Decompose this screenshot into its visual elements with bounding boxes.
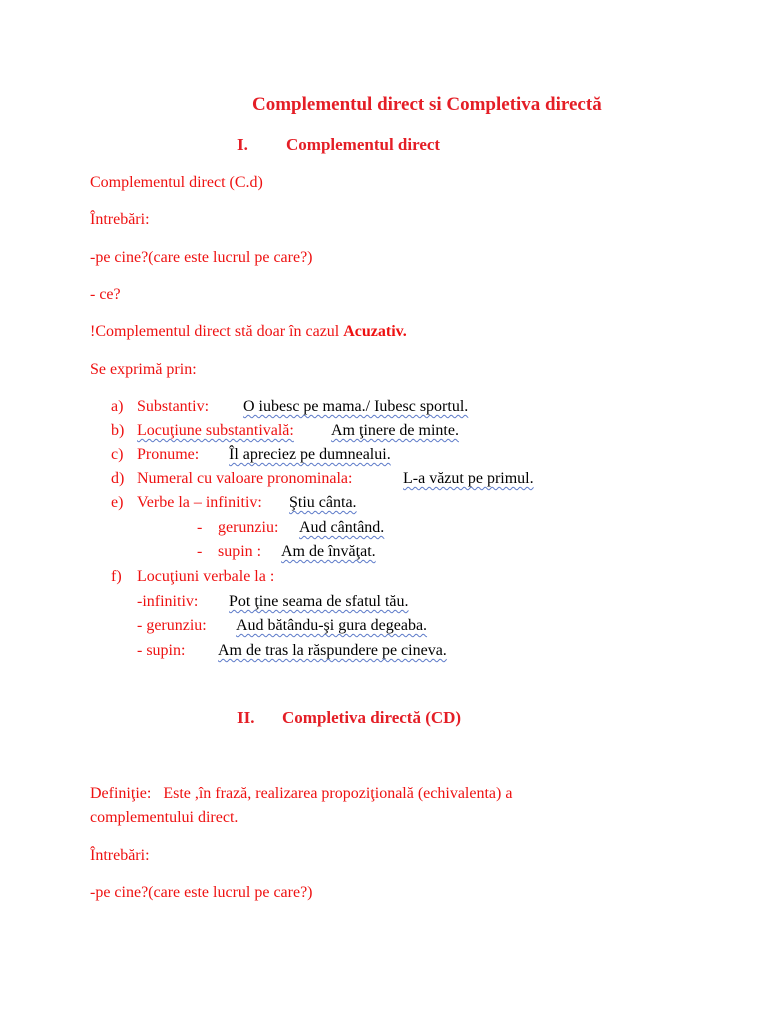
list-label-e: Verbe la – infinitiv:: [137, 494, 262, 511]
list-example-a: O iubesc pe mama./ Iubesc sportul.: [243, 398, 469, 415]
list-label-b: Locuţiune substantivală:: [137, 422, 294, 439]
question-3: -pe cine?(care este lucrul pe care?): [90, 884, 313, 901]
definition-label: Definiţie:: [90, 785, 152, 802]
verbal-gerund-label: - gerunziu:: [137, 617, 207, 634]
expressed-by-label: Se exprimă prin:: [90, 361, 197, 378]
case-note: [90, 322, 407, 342]
list-example-e: Ştiu cânta.: [289, 494, 357, 511]
verbal-supine-label: - supin:: [137, 642, 186, 659]
question-2: - ce?: [90, 286, 121, 303]
list-label-d: Numeral cu valoare pronominala:: [137, 470, 353, 487]
sublist-example-supine: Am de învăţat.: [281, 543, 376, 560]
section-2-heading: Completiva directă (CD): [282, 708, 462, 727]
definition-line-2: complementului direct.: [90, 809, 239, 826]
section-2-number: II.: [237, 708, 255, 727]
sublist-marker-gerund: -: [197, 519, 203, 536]
list-example-c: Îl apreciez pe dumnealui.: [229, 446, 391, 463]
section-1-heading: Complementul direct: [286, 135, 441, 154]
case-note-bold: Acuzativ.: [343, 323, 407, 340]
list-label-a: Substantiv:: [137, 398, 210, 415]
verbal-infinitive-example: Pot ţine seama de sfatul tău.: [229, 593, 409, 610]
definition-text-1: Este ,în frază, realizarea propoziţională (echivalenta) a: [163, 785, 513, 802]
cd-abbrev-line: Complementul direct (C.d): [90, 174, 263, 191]
list-marker-c: c): [111, 446, 124, 463]
section-1-number: I.: [237, 135, 248, 154]
list-marker-b: b): [111, 422, 125, 439]
definition-line-1: [90, 784, 512, 804]
questions-label-2: Întrebări:: [90, 847, 150, 864]
verbal-infinitive-label: -infinitiv:: [137, 593, 199, 610]
list-marker-e: e): [111, 494, 124, 511]
verbal-gerund-example: Aud bătându-şi gura degeaba.: [236, 617, 428, 634]
list-marker-f: f): [111, 568, 122, 585]
sublist-example-gerund: Aud cântând.: [299, 519, 385, 536]
questions-label: Întrebări:: [90, 211, 150, 228]
list-example-d: L-a văzut pe primul.: [403, 470, 534, 487]
list-marker-d: d): [111, 470, 125, 487]
list-example-b: Am ţinere de minte.: [331, 422, 459, 439]
sublist-label-supine: supin :: [218, 543, 262, 560]
question-1: -pe cine?(care este lucrul pe care?): [90, 249, 313, 266]
sublist-marker-supine: -: [197, 543, 203, 560]
list-label-c: Pronume:: [137, 446, 200, 463]
list-label-f: Locuţiuni verbale la :: [137, 568, 275, 585]
sublist-label-gerund: gerunziu:: [218, 519, 279, 536]
list-marker-a: a): [111, 398, 124, 415]
case-note-text: !Complementul direct stă doar în cazul: [90, 323, 344, 340]
page-title: Complementul direct si Completiva directă: [252, 94, 602, 115]
verbal-supine-example: Am de tras la răspundere pe cineva.: [218, 642, 447, 659]
